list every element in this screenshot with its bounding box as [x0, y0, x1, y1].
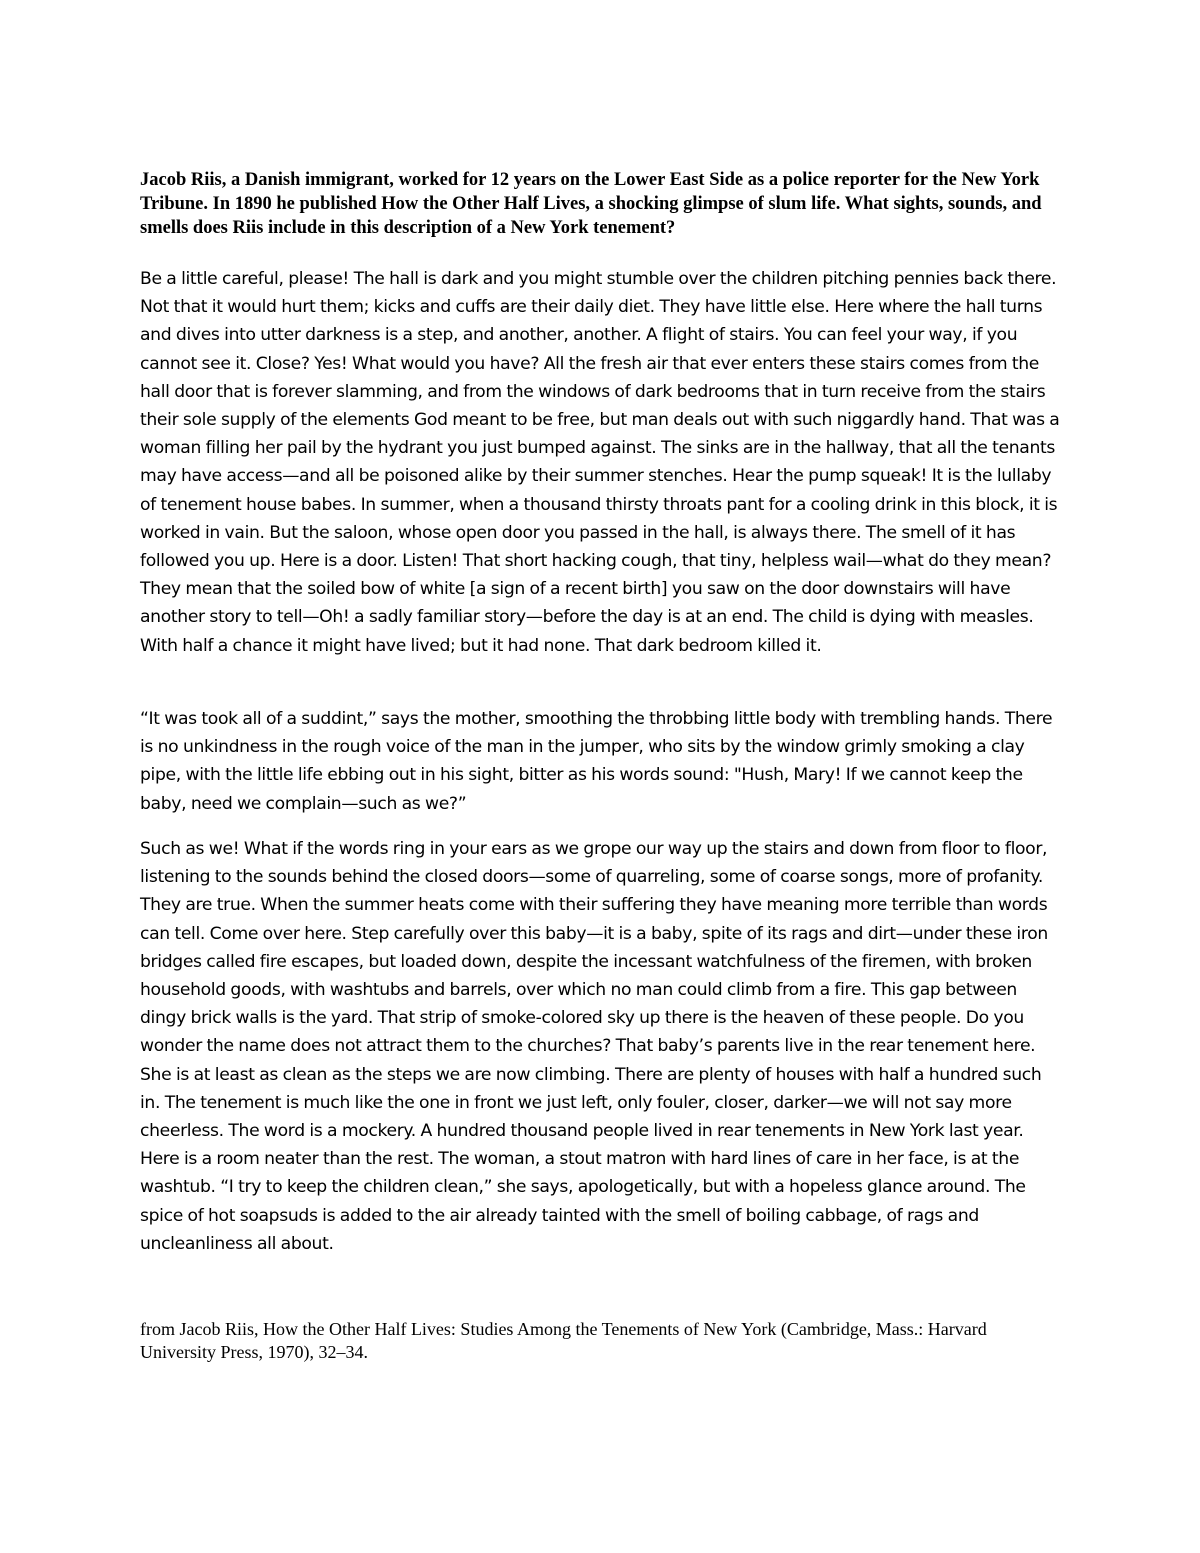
source-citation [140, 1318, 1060, 1364]
citation-line-2: University Press, 1970), 32–34. [140, 1342, 368, 1362]
citation-line-1: from Jacob Riis, How the Other Half Lives: Studies Among the Tenements of New York (Cambridge, Mass.: Harvard [140, 1319, 987, 1339]
paragraph-such-as-we: Such as we! What if the words ring in your ears as we grope our way up the stairs and down from floor to floor, listening to the sounds behind the closed doors—some of quarreling, some of coarse songs, more of profanity. They are true. When the summer heats come with their suffering they have meaning more terrible than words can tell. Come over here. Step carefully over this baby—it is a baby, spite of its rags and dirt—under these iron bridges called fire escapes, but loaded down, despite the incessant watchfulness of the firemen, with broken household goods, with washtubs and barrels, over which no man could climb from a fire. This gap between dingy brick walls is the yard. That strip of smoke-colored sky up there is the heaven of these people. Do you wonder the name does not attract them to the churches? That baby’s parents live in the rear tenement here. She is at least as clean as the steps we are now climbing. There are plenty of houses with half a hundred such in. The tenement is much like the one in front we just left, only fouler, closer, darker—we will not say more cheerless. The word is a mockery. A hundred thousand people lived in rear tenements in New York last year. Here is a room neater than the rest. The woman, a stout matron with hard lines of care in her face, is at the washtub. “I try to keep the children clean,” she says, apologetically, but with a hopeless glance around. The spice of hot soapsuds is added to the air already tainted with the smell of boiling cabbage, of rags and uncleanliness all about. [140, 839, 1048, 1254]
paragraph-hallway: Be a little careful, please! The hall is dark and you might stumble over the children pitching pennies back there. Not that it would hurt them; kicks and cuffs are their daily diet. They have little else. Here where the hall turns and dives into utter darkness is a step, and another, another. A flight of stairs. You can feel your way, if you cannot see it. Close? Yes! What would you have? All the fresh air that ever enters these stairs comes from the hall door that is forever slamming, and from the windows of dark bedrooms that in turn receive from the stairs their sole supply of the elements God meant to be free, but man deals out with such niggardly hand. That was a woman filling her pail by the hydrant you just bumped against. The sinks are in the hallway, that all the tenants may have access—and all be poisoned alike by their summer stenches. Hear the pump squeak! It is the lullaby of tenement house babes. In summer, when a thousand thirsty throats pant for a cooling drink in this block, it is worked in vain. But the saloon, whose open door you passed in the hall, is always there. The smell of it has followed you up. Here is a door. Listen! That short hacking cough, that tiny, helpless wail—what do they mean? They mean that the soiled bow of white [a sign of a recent birth] you saw on the door downstairs will have another story to tell—Oh! a sadly familiar story—before the day is at an end. The child is dying with measles. With half a chance it might have lived; but it had none. That dark bedroom killed it. [140, 269, 1060, 656]
intro-question: Jacob Riis, a Danish immigrant, worked for 12 years on the Lower East Side as a police reporter for the New York Tribune. In 1890 he published How the Other Half Lives, a shocking glimpse of slum life. What sights, sounds, and smells does Riis include in this description of a New York tenement? [140, 170, 1042, 238]
paragraph-mother: “It was took all of a suddint,” says the mother, smoothing the throbbing little body with trembling hands. There is no unkindness in the rough voice of the man in the jumper, who sits by the window grimly smoking a clay pipe, with the little life ebbing out in his sight, bitter as his words sound: "Hush, Mary! If we cannot keep the baby, need we complain—such as we?” [140, 709, 1053, 814]
